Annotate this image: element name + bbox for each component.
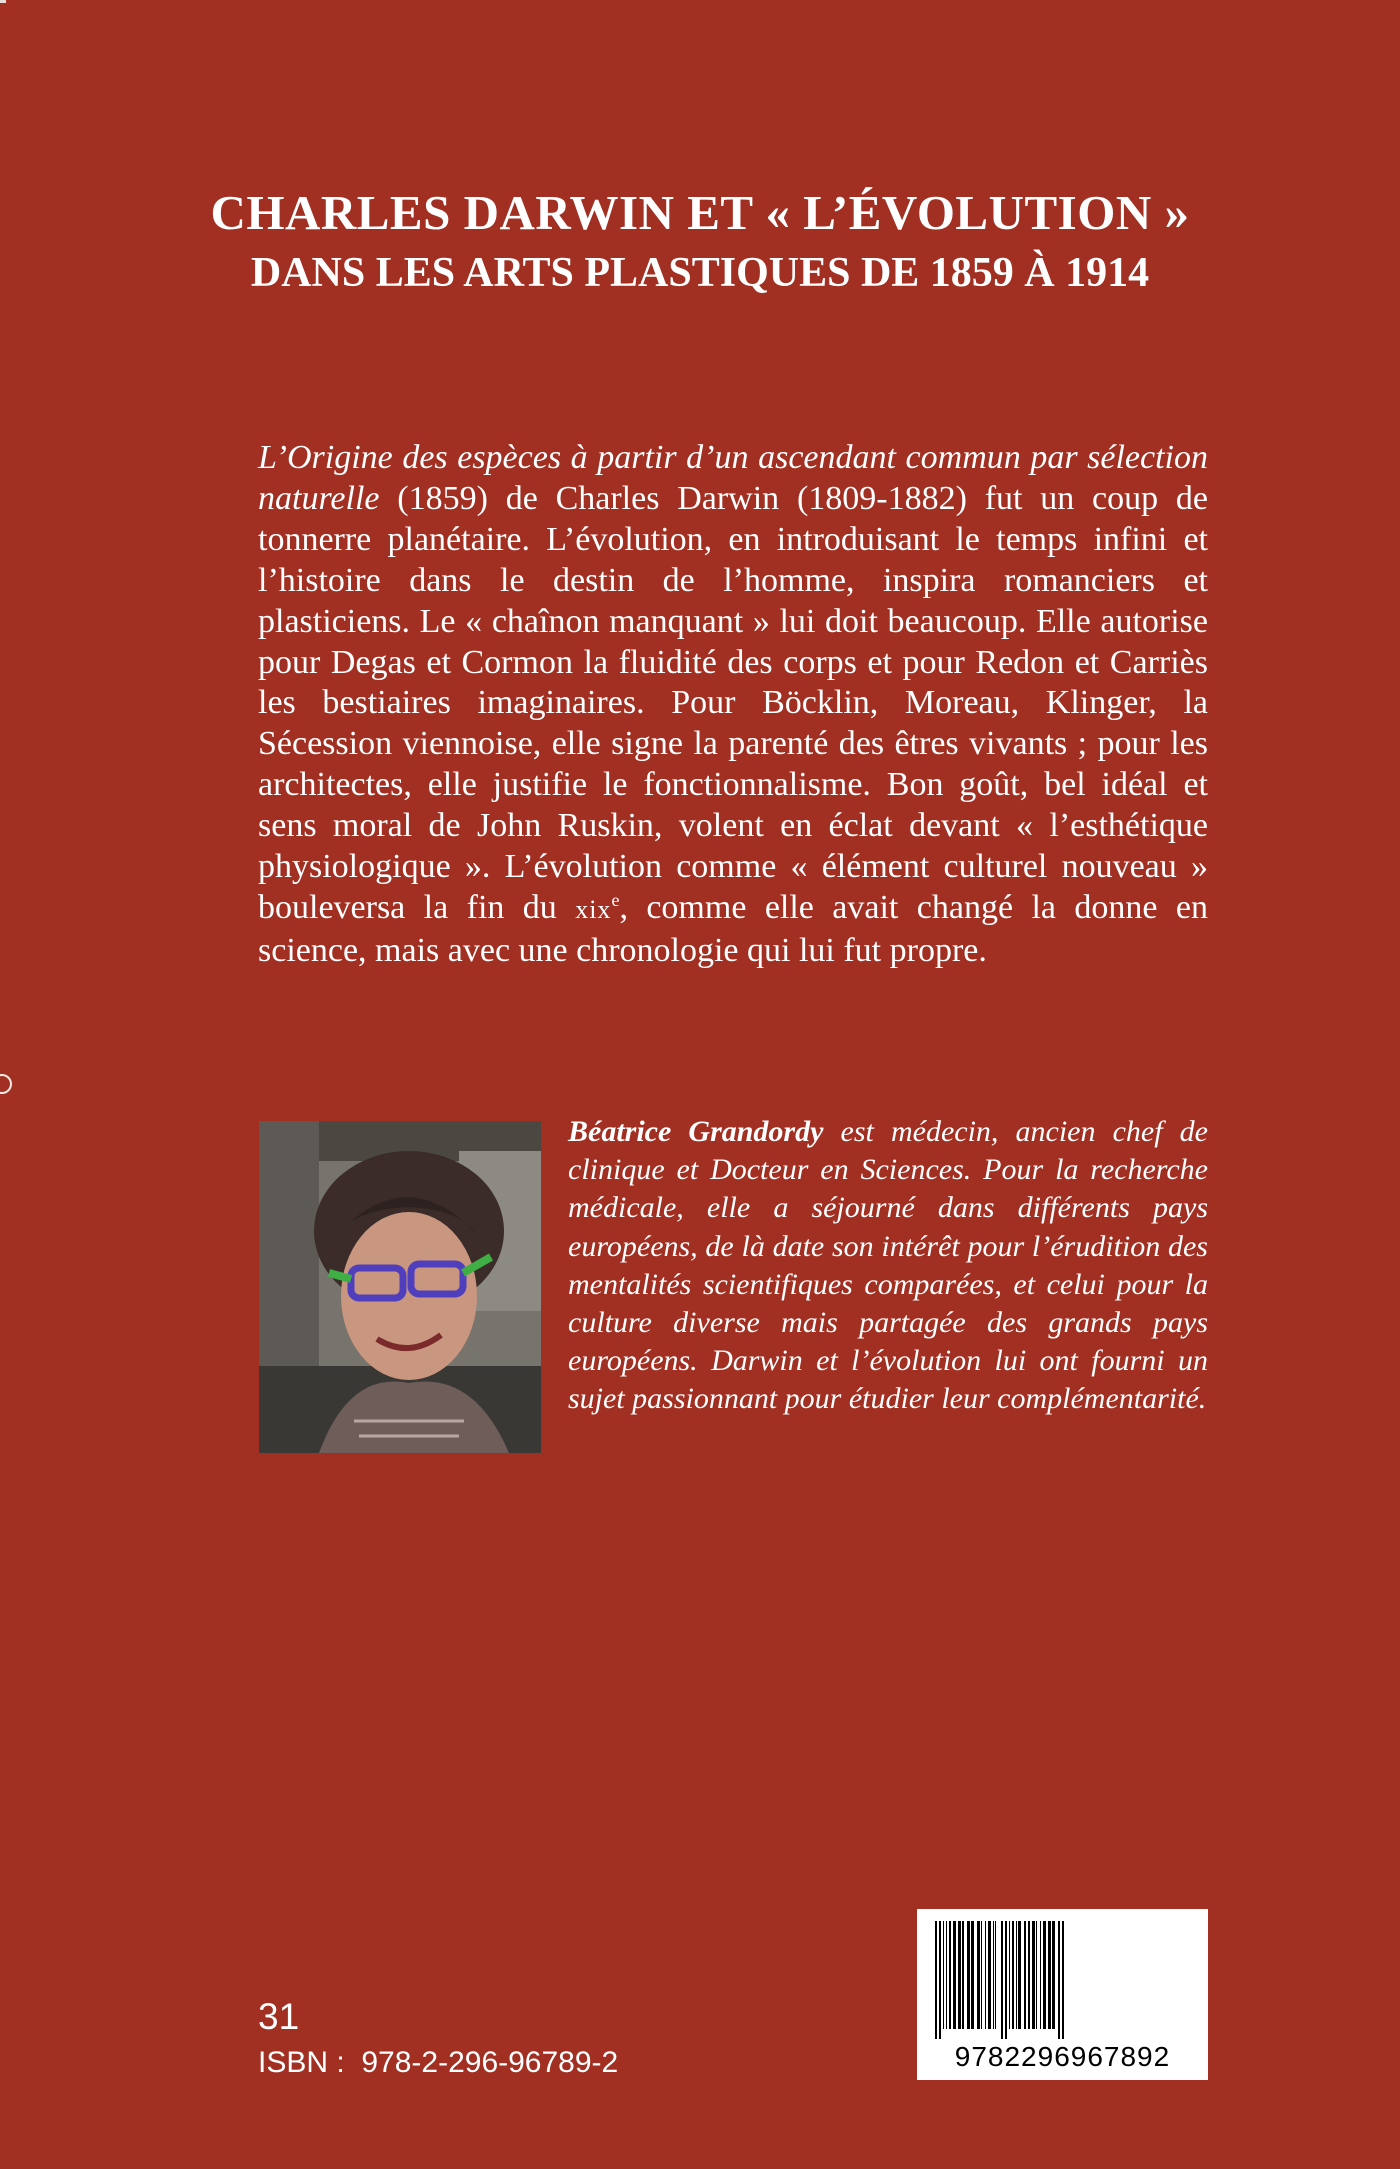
author-photo <box>259 1121 541 1453</box>
barcode-bar <box>962 1921 964 2029</box>
blurb-text-b: , comme elle avait changé la donne en science, mais avec une chronologie qui lui fut propre. <box>258 888 1208 969</box>
barcode-bar <box>1062 1921 1064 2039</box>
barcode-bar <box>1028 1921 1030 2029</box>
barcode-bar <box>967 1921 970 2029</box>
barcode-bar <box>993 1921 994 2029</box>
barcode-bar <box>1052 1921 1055 2029</box>
barcode <box>917 1909 1208 2080</box>
barcode-bar <box>943 1921 944 2029</box>
barcode-bar <box>971 1921 974 2029</box>
barcode-bar <box>958 1921 961 2029</box>
barcode-bar <box>935 1921 937 2039</box>
author-portrait-image <box>259 1121 541 1453</box>
barcode-bar <box>1043 1921 1046 2029</box>
barcode-bar <box>1016 1921 1017 2029</box>
book-title <box>160 182 1240 302</box>
barcode-bar <box>1005 1921 1007 2039</box>
barcode-bars <box>929 1921 1196 2039</box>
blurb-century-sup: e <box>611 889 620 910</box>
title-line-2: DANS LES ARTS PLASTIQUES DE 1859 À 1914 <box>250 250 1150 296</box>
blurb-century: xix <box>575 894 612 924</box>
barcode-bar <box>939 1921 941 2039</box>
blurb-book-title: L’Origine des espèces à partir d’un ascendant commun par sélection naturelle <box>258 439 1208 517</box>
barcode-bar <box>985 1921 986 2029</box>
barcode-bar <box>1024 1921 1026 2029</box>
author-name: Béatrice Grandordy <box>568 1115 824 1148</box>
blurb-text-a: (1859) de Charles Darwin (1809-1882) fut un coup de tonnerre planétaire. L’évolution, en introduisant le temps infini et l’histoire dans le destin de l’homme, inspira romanciers et plasticiens. Le « chaînon manquant » lui doit beaucoup. Elle autorise pour Degas et Cormon la fluidité des corps et pour Redon et Carriès les bestiaires imaginaires. Pour Böcklin, Moreau, Klinger, la Sécession viennoise, elle signe la parenté des êtres vivants ; pour les architectes, elle justifie le fonctionnalisme. Bon goût, bel idéal et sens moral de John Ruskin, volent en éclat devant « l’esthétique physiologique ». L’évolution comme « élément culturel nouveau » bouleversa la fin du <box>258 479 1208 926</box>
author-bio <box>568 1113 1208 1419</box>
barcode-bar <box>1018 1921 1021 2029</box>
barcode-bar <box>988 1921 991 2029</box>
barcode-bar <box>1040 1921 1041 2029</box>
barcode-bar <box>1001 1921 1003 2039</box>
isbn-label: ISBN : 978-2-296-96789-2 <box>258 2046 619 2079</box>
barcode-bar <box>977 1921 980 2029</box>
barcode-bar <box>1048 1921 1051 2029</box>
barcode-bar <box>949 1921 951 2029</box>
title-line-1: CHARLES DARWIN ET « L’ÉVOLUTION » <box>210 185 1190 240</box>
barcode-bar <box>1009 1921 1010 2029</box>
barcode-bar <box>946 1921 947 2029</box>
registration-mark <box>0 1074 12 1094</box>
blurb-paragraph <box>258 438 1208 972</box>
price-code: 31 <box>258 1996 300 2037</box>
crop-mark <box>0 0 6 3</box>
barcode-bar <box>1032 1921 1035 2029</box>
barcode-number: 9782296967892 <box>954 2041 1171 2072</box>
barcode-bar <box>953 1921 956 2029</box>
author-bio-text: est médecin, ancien chef de clinique et Docteur en Sciences. Pour la recherche médicale, elle a séjourné dans différents pays européens, de là date son intérêt pour l’érudition des mentalités scientifiques comparées, et celui pour la culture diverse mais partagée des grands pays européens. Darwin et l’évolution lui ont fourni un sujet passionnant pour étudier leur complémentarité. <box>568 1115 1208 1416</box>
barcode-bar <box>1012 1921 1014 2029</box>
barcode-bar <box>1058 1921 1060 2039</box>
barcode-bar <box>981 1921 982 2029</box>
barcode-bar <box>995 1921 996 2029</box>
barcode-bar <box>1036 1921 1037 2029</box>
